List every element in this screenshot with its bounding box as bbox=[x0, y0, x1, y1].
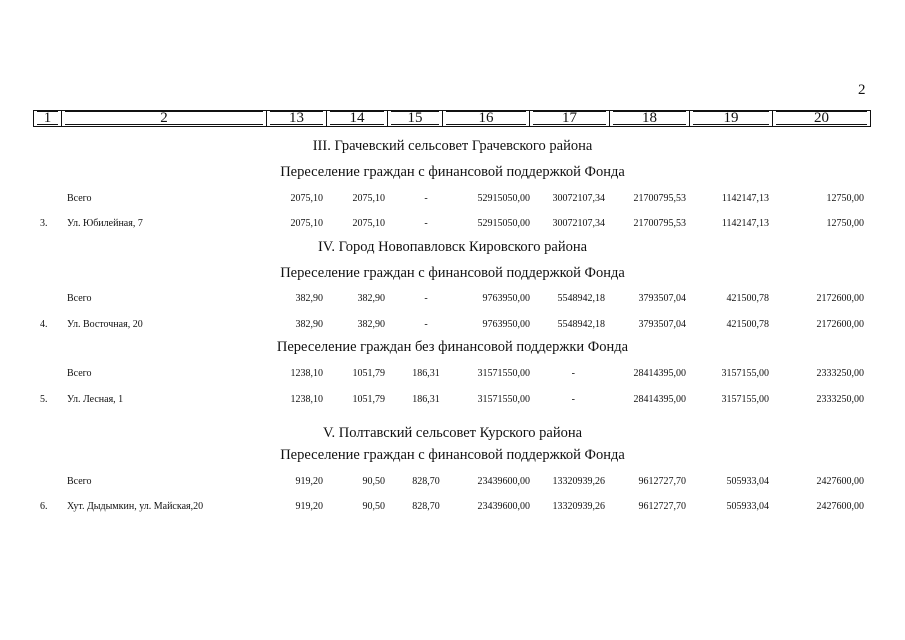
cell-col-14: 2075,10 bbox=[352, 193, 385, 204]
cell-col-13: 382,90 bbox=[295, 293, 323, 304]
cell-col-17: 30072107,34 bbox=[552, 193, 605, 204]
row-name: Ул. Лесная, 1 bbox=[67, 394, 124, 405]
header-col-1: 1 bbox=[34, 111, 62, 127]
row-name: Всего bbox=[67, 193, 92, 204]
cell-col-19: 1142147,13 bbox=[721, 193, 769, 204]
cell-col-13: 2075,10 bbox=[290, 218, 323, 229]
cell-col-20: 2427600,00 bbox=[816, 476, 864, 487]
cell-col-18: 3793507,04 bbox=[638, 293, 686, 304]
cell-col-13: 2075,10 bbox=[290, 193, 323, 204]
cell-col-17: 30072107,34 bbox=[552, 218, 605, 229]
cell-col-18: 9612727,70 bbox=[638, 501, 686, 512]
row-number: 6. bbox=[40, 501, 48, 512]
row-number: 5. bbox=[40, 394, 48, 405]
cell-col-16: 9763950,00 bbox=[482, 293, 530, 304]
cell-col-15: 828,70 bbox=[412, 501, 440, 512]
cell-col-20: 2333250,00 bbox=[816, 394, 864, 405]
cell-col-15: - bbox=[424, 193, 428, 204]
header-col-16: 16 bbox=[443, 111, 530, 127]
cell-col-19: 1142147,13 bbox=[721, 218, 769, 229]
cell-col-17: 13320939,26 bbox=[552, 476, 605, 487]
header-col-15: 15 bbox=[388, 111, 443, 127]
table-row bbox=[0, 218, 905, 232]
row-number: 3. bbox=[40, 218, 48, 229]
table-row-total bbox=[0, 476, 905, 490]
cell-col-20: 12750,00 bbox=[826, 218, 864, 229]
section-title-poltavsky: V. Полтавский сельсовет Курского района bbox=[322, 425, 583, 441]
cell-col-16: 52915050,00 bbox=[477, 193, 530, 204]
cell-col-16: 23439600,00 bbox=[477, 501, 530, 512]
cell-col-20: 2172600,00 bbox=[816, 293, 864, 304]
header-col-17: 17 bbox=[530, 111, 610, 127]
cell-col-14: 382,90 bbox=[357, 293, 385, 304]
subsection-title-with-fund: Переселение граждан с финансовой поддержкой Фонда bbox=[280, 447, 625, 463]
cell-col-17: 13320939,26 bbox=[552, 501, 605, 512]
cell-col-13: 382,90 bbox=[295, 319, 323, 330]
table-row-total bbox=[0, 193, 905, 207]
cell-col-18: 28414395,00 bbox=[633, 368, 686, 379]
header-col-13: 13 bbox=[267, 111, 327, 127]
cell-col-17: - bbox=[571, 394, 575, 405]
cell-col-17: 5548942,18 bbox=[557, 293, 605, 304]
row-name: Всего bbox=[67, 293, 92, 304]
cell-col-13: 1238,10 bbox=[290, 394, 323, 405]
table-row bbox=[0, 394, 905, 408]
section-title-grachevsky: III. Грачевский сельсовет Грачевского района bbox=[312, 138, 593, 154]
header-col-19: 19 bbox=[690, 111, 773, 127]
subsection-title-with-fund: Переселение граждан с финансовой поддержкой Фонда bbox=[280, 265, 625, 281]
header-col-20: 20 bbox=[773, 111, 871, 127]
subsection-title-with-fund: Переселение граждан с финансовой поддержкой Фонда bbox=[280, 164, 625, 180]
row-name: Ул. Восточная, 20 bbox=[67, 319, 143, 330]
cell-col-14: 1051,79 bbox=[352, 394, 385, 405]
cell-col-20: 2333250,00 bbox=[816, 368, 864, 379]
cell-col-13: 1238,10 bbox=[290, 368, 323, 379]
cell-col-19: 3157155,00 bbox=[721, 368, 769, 379]
cell-col-19: 421500,78 bbox=[726, 319, 769, 330]
cell-col-18: 21700795,53 bbox=[633, 218, 686, 229]
cell-col-19: 505933,04 bbox=[726, 476, 769, 487]
cell-col-16: 31571550,00 bbox=[477, 394, 530, 405]
row-name: Всего bbox=[67, 476, 92, 487]
cell-col-13: 919,20 bbox=[295, 476, 323, 487]
cell-col-18: 3793507,04 bbox=[638, 319, 686, 330]
header-row bbox=[34, 111, 871, 127]
cell-col-20: 2427600,00 bbox=[816, 501, 864, 512]
cell-col-20: 12750,00 bbox=[826, 193, 864, 204]
cell-col-18: 9612727,70 bbox=[638, 476, 686, 487]
cell-col-14: 382,90 bbox=[357, 319, 385, 330]
table-row bbox=[0, 501, 905, 515]
cell-col-13: 919,20 bbox=[295, 501, 323, 512]
header-col-18: 18 bbox=[610, 111, 690, 127]
subsection-title-without-fund: Переселение граждан без финансовой поддержки Фонда bbox=[276, 339, 629, 355]
row-number: 4. bbox=[40, 319, 48, 330]
section-title-novopavlovsk: IV. Город Новопавловск Кировского района bbox=[317, 239, 588, 255]
cell-col-15: 186,31 bbox=[412, 368, 440, 379]
cell-col-16: 23439600,00 bbox=[477, 476, 530, 487]
cell-col-15: 186,31 bbox=[412, 394, 440, 405]
row-name: Хут. Дыдымкин, ул. Майская,20 bbox=[67, 501, 204, 512]
cell-col-17: 5548942,18 bbox=[557, 319, 605, 330]
cell-col-16: 31571550,00 bbox=[477, 368, 530, 379]
cell-col-19: 505933,04 bbox=[726, 501, 769, 512]
header-col-2: 2 bbox=[62, 111, 267, 127]
page-number: 2 bbox=[858, 82, 866, 98]
table-row bbox=[0, 319, 905, 333]
row-name: Ул. Юбилейная, 7 bbox=[67, 218, 143, 229]
column-header-table bbox=[33, 110, 871, 127]
cell-col-18: 21700795,53 bbox=[633, 193, 686, 204]
cell-col-14: 90,50 bbox=[362, 476, 385, 487]
cell-col-15: - bbox=[424, 293, 428, 304]
header-col-14: 14 bbox=[327, 111, 388, 127]
cell-col-15: - bbox=[424, 319, 428, 330]
cell-col-17: - bbox=[571, 368, 575, 379]
row-name: Всего bbox=[67, 368, 92, 379]
table-row-total bbox=[0, 368, 905, 382]
cell-col-19: 3157155,00 bbox=[721, 394, 769, 405]
cell-col-20: 2172600,00 bbox=[816, 319, 864, 330]
cell-col-16: 52915050,00 bbox=[477, 218, 530, 229]
cell-col-19: 421500,78 bbox=[726, 293, 769, 304]
cell-col-15: - bbox=[424, 218, 428, 229]
cell-col-15: 828,70 bbox=[412, 476, 440, 487]
cell-col-14: 2075,10 bbox=[352, 218, 385, 229]
cell-col-16: 9763950,00 bbox=[482, 319, 530, 330]
cell-col-18: 28414395,00 bbox=[633, 394, 686, 405]
cell-col-14: 1051,79 bbox=[352, 368, 385, 379]
table-row-total bbox=[0, 293, 905, 307]
cell-col-14: 90,50 bbox=[362, 501, 385, 512]
